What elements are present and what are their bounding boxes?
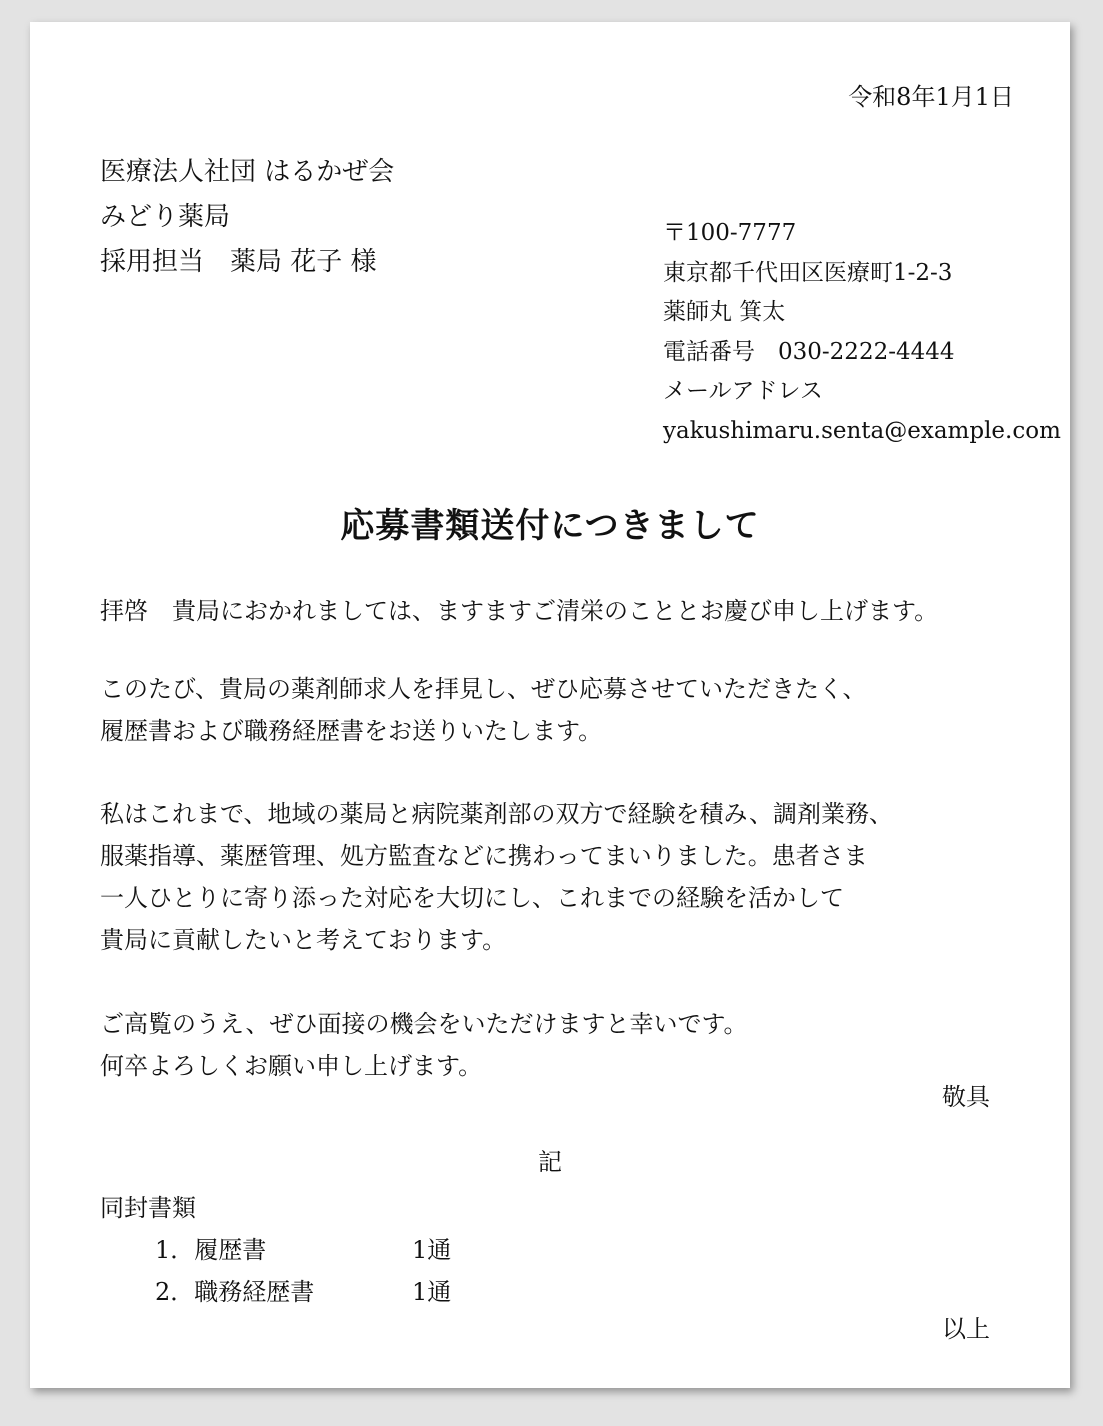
enclosure-item-count: 1通 [412,1236,452,1264]
paragraph-line: 私はこれまで、地域の薬局と病院薬剤部の双方で経験を積み、調剤業務、 [100,800,893,828]
enclosure-item-label: 2．職務経歴書 [155,1278,315,1306]
closing-keigu: 敬具 [942,1083,990,1111]
body-paragraph-3 [100,1003,748,1087]
body-paragraph-2 [100,793,893,961]
paragraph-line: 服薬指導、薬歴管理、処方監査などに携わってまいりました。患者さま [100,842,868,870]
sender-name: 薬師丸 箕太 [663,299,786,325]
recipient-block [100,150,394,285]
paragraph-line: 何卒よろしくお願い申し上げます。 [100,1052,483,1080]
recipient-contact: 採用担当 薬局 花子 様 [100,247,377,277]
body-paragraph-1 [100,668,867,752]
notes-heading: 記 [538,1148,562,1176]
paragraph-line: 一人ひとりに寄り添った対応を大切にし、これまでの経験を活かして [100,884,844,912]
sender-phone: 電話番号 030-2222-4444 [663,338,955,365]
enclosure-item-label: 1．履歴書 [155,1236,267,1264]
letter-page [30,22,1070,1388]
letter-date: 令和8年1月1日 [848,83,1014,111]
sender-email: yakushimaru.senta@example.com [663,417,1061,444]
closing-ijou: 以上 [942,1315,990,1343]
paragraph-line: 貴局に貢献したいと考えております。 [100,926,507,954]
enclosure-item-count: 1通 [412,1278,452,1306]
sender-email-label: メールアドレス [663,378,823,404]
enclosures-title: 同封書類 [100,1194,196,1222]
recipient-pharmacy: みどり薬局 [100,202,231,232]
sender-address: 東京都千代田区医療町1-2-3 [663,259,953,286]
paragraph-line: このたび、貴局の薬剤師求人を拝見し、ぜひ応募させていただきたく、 [100,675,867,703]
sender-postal-code: 〒100-7777 [663,220,797,246]
paragraph-line: 履歴書および職務経歴書をお送りいたします。 [100,717,603,745]
paragraph-line: ご高覧のうえ、ぜひ面接の機会をいただけますと幸いです。 [100,1010,748,1038]
greeting-line: 拝啓 貴局におかれましては、ますますご清栄のこととお慶び申し上げます。 [100,597,939,625]
letter-subject: 応募書類送付につきまして [340,506,760,546]
sender-block [663,214,1061,451]
recipient-organization: 医療法人社団 はるかぜ会 [100,157,395,187]
